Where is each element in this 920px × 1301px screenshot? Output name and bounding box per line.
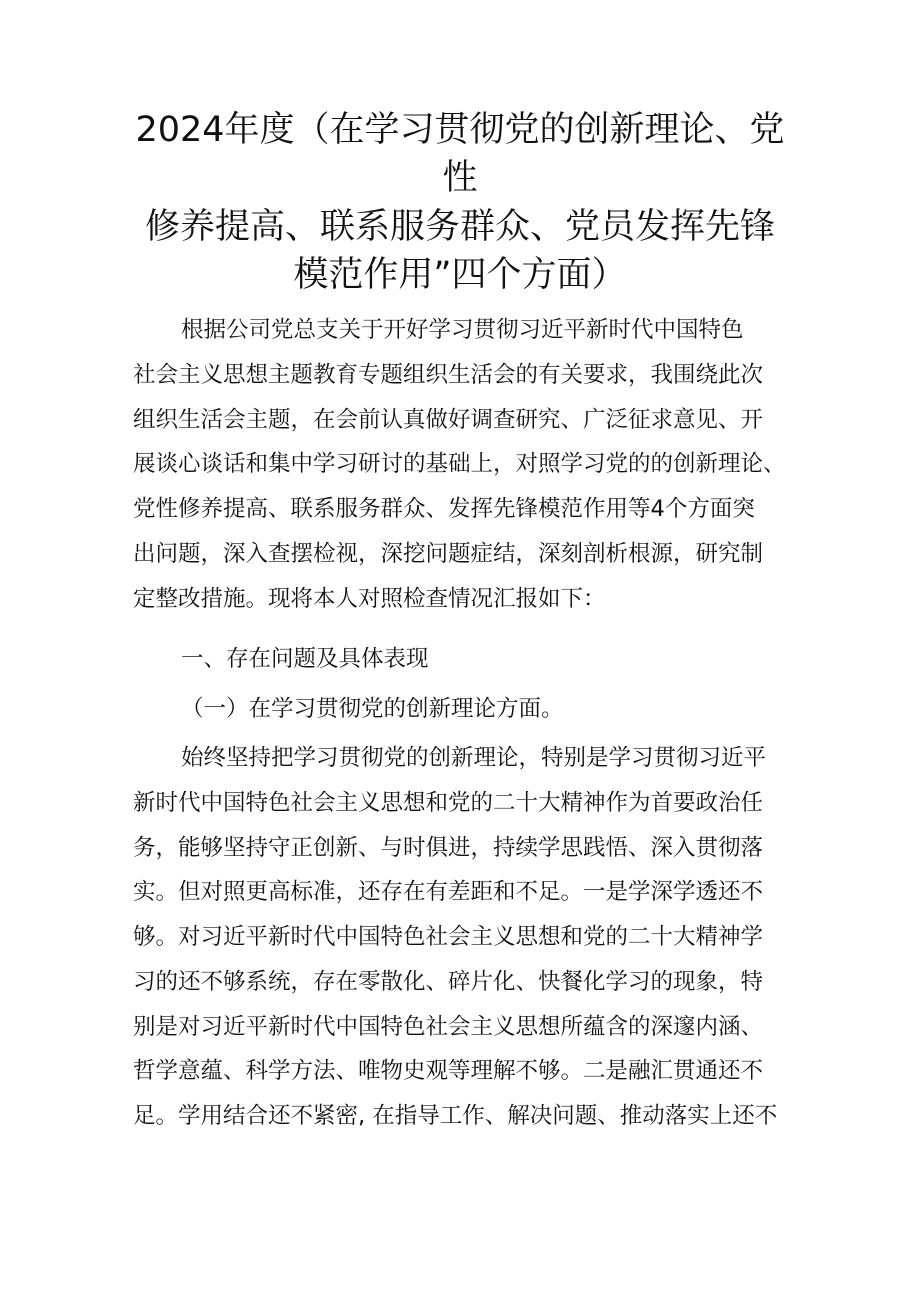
paragraph-line: 足。学用结合还不紧密, 在指导工作、解决问题、推动落实上还不 — [133, 1103, 778, 1129]
paragraph-line: 始终坚持把学习贯彻党的创新理论，特别是学习贯彻习近平 — [181, 745, 767, 771]
paragraph-line: 别是对习近平新时代中国特色社会主义思想所蕴含的深邃内涵、 — [133, 1014, 764, 1040]
paragraph-line: 务，能够坚持守正创新、与时俱进，持续学思践悟、深入贯彻落 — [133, 835, 764, 861]
paragraph-line: 实。但对照更高标准，还存在有差距和不足。一是学深学透还不 — [133, 879, 764, 905]
paragraph-line: 展谈心谈话和集中学习研讨的基础上，对照学习党的的创新理论、 — [133, 451, 786, 477]
title-line-2: 性 — [442, 158, 478, 198]
paragraph-line: 党性修养提高、联系服务群众、发挥先锋模范作用等4个方面突 — [133, 496, 755, 522]
section-heading: 一、存在问题及具体表现 — [181, 646, 429, 672]
title-line-1: 2024年度（在学习贯彻党的创新理论、党 — [135, 110, 785, 150]
paragraph-line: 组织生活会主题，在会前认真做好调查研究、广泛征求意见、开 — [133, 407, 764, 433]
title-line-3: 修养提高、联系服务群众、党员发挥先锋 — [144, 207, 775, 247]
paragraph-line: 定整改措施。现将本人对照检查情况汇报如下： — [133, 586, 606, 612]
paragraph-line: 社会主义思想主题教育专题组织生活会的有关要求，我围绕此次 — [133, 362, 764, 388]
subsection-heading: （一）在学习贯彻党的创新理论方面。 — [181, 696, 564, 722]
paragraph-line: 根据公司党总支关于开好学习贯彻习近平新时代中国特色 — [181, 317, 744, 343]
paragraph-line: 习的还不够系统，存在零散化、碎片化、快餐化学习的现象，特 — [133, 969, 764, 995]
paragraph-line: 新时代中国特色社会主义思想和党的二十大精神作为首要政治任 — [133, 790, 764, 816]
title-line-4: 模范作用”四个方面） — [293, 255, 627, 295]
paragraph-line: 哲学意蕴、科学方法、唯物史观等理解不够。二是融汇贯通还不 — [133, 1058, 764, 1084]
paragraph-line: 出问题，深入查摆检视，深挖问题症结，深刻剖析根源，研究制 — [133, 541, 764, 567]
paragraph-line: 够。对习近平新时代中国特色社会主义思想和党的二十大精神学 — [133, 924, 764, 950]
